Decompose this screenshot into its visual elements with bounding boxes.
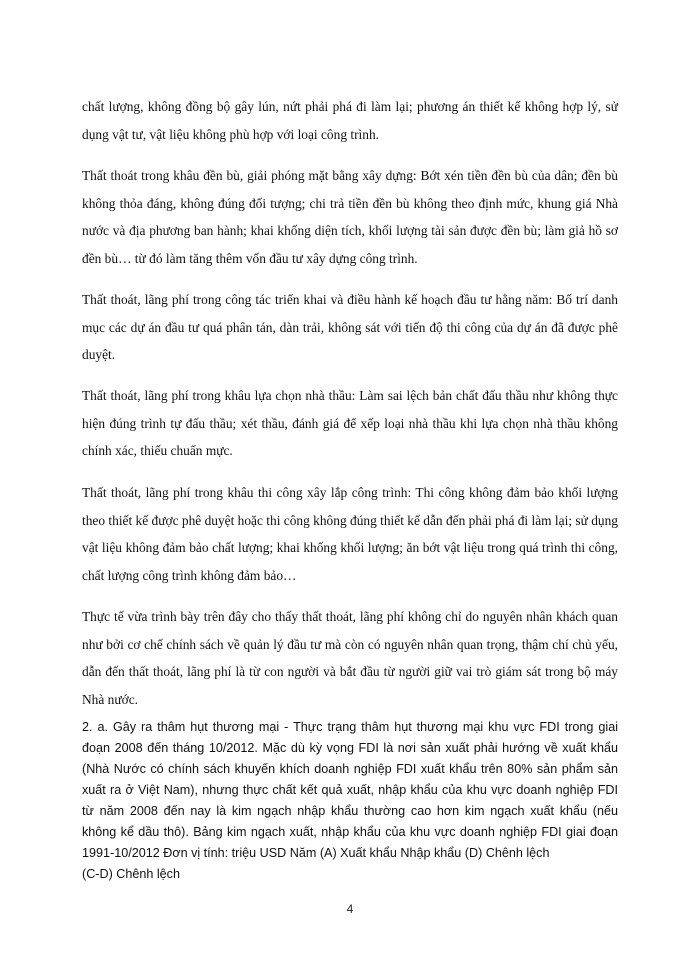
paragraph-summary: Thực tế vừa trình bày trên đây cho thấy thất thoát, lãng phí không chỉ do nguyên nhân khách quan như bởi cơ chế chính sách về quản lý đầu tư mà còn có nguyên nhân quan trọng, thậm chí chủ yếu, dẫn đến thất thoát, lãng phí là từ con người và bắt đầu từ người giữ vai trò giám sát trong bộ máy Nhà nước.	[82, 609, 618, 707]
paragraph-construction-quality: chất lượng, không đồng bộ gây lún, nứt phải phá đi làm lại; phương án thiết kế không hợp lý, sử dụng vật tư, vật liệu không phù hợp với loại công trình.	[82, 99, 618, 142]
paragraph-construction-losses: Thất thoát, lãng phí trong khâu thi công xây lắp công trình: Thi công không đảm bảo khối lượng theo thiết kế được phê duyệt hoặc thi công không đúng thiết kế dẫn đến phải phá đi làm lại; sử dụng vật liệu không đảm bảo chất lượng; khai khống khối lượng; ăn bớt vật liệu trong quá trình thi công, chất lượng công trình không đảm bảo…	[82, 485, 618, 583]
paragraph-fdi-trade-deficit	[82, 717, 618, 885]
fdi-table-header-tail: (C-D) Chênh lệch	[82, 867, 180, 881]
fdi-text: 2. a. Gây ra thâm hụt thương mại - Thực trạng thâm hụt thương mại khu vực FDI trong giai đoạn 2008 đến tháng 10/2012. Mặc dù kỳ vọng FDI là nơi sản xuất phải hướng về xuất khẩu (Nhà Nước có chính sách khuyến khích doanh nghiệp FDI xuất khẩu trên 80% sản phẩm sản xuất ra ở Việt Nam), nhưng thực chất kết quả xuất, nhập khẩu của khu vực doanh nghiệp FDI từ năm 2008 đến nay là kim ngạch nhập khẩu thường cao hơn kim ngạch xuất khẩu (nếu không kể dầu thô). Bảng kim ngạch xuất, nhập khẩu của khu vực doanh nghiệp FDI giai đoạn 1991-10/2012 Đơn vị tính: triệu USD Năm (A) Xuất khẩu Nhập khẩu (D) Chênh lệch	[82, 720, 618, 860]
page-number: 4	[346, 902, 354, 916]
paragraph-contractor-selection-losses: Thất thoát, lãng phí trong khâu lựa chọn nhà thầu: Làm sai lệch bản chất đấu thầu như không thực hiện đúng trình tự đấu thầu; xét thầu, đánh giá để xếp loại nhà thầu khi lựa chọn nhà thầu không chính xác, thiếu chuẩn mực.	[82, 388, 618, 458]
paragraph-compensation-losses: Thất thoát trong khâu đền bù, giải phóng mặt bằng xây dựng: Bớt xén tiền đền bù của dân; đền bù không thỏa đáng, không đúng đối tượng; chi trả tiền đền bù không theo định mức, khung giá Nhà nước và địa phương ban hành; khai khống diện tích, khối lượng tài sản được đền bù; làm giả hồ sơ đền bù… từ đó làm tăng thêm vốn đầu tư xây dựng công trình.	[82, 168, 618, 266]
paragraph-annual-plan-losses: Thất thoát, lãng phí trong công tác triển khai và điều hành kế hoạch đầu tư hằng năm: Bố trí danh mục các dự án đầu tư quá phân tán, dàn trải, không sát với tiến độ thi công của dự án đã được phê duyệt.	[82, 292, 618, 362]
